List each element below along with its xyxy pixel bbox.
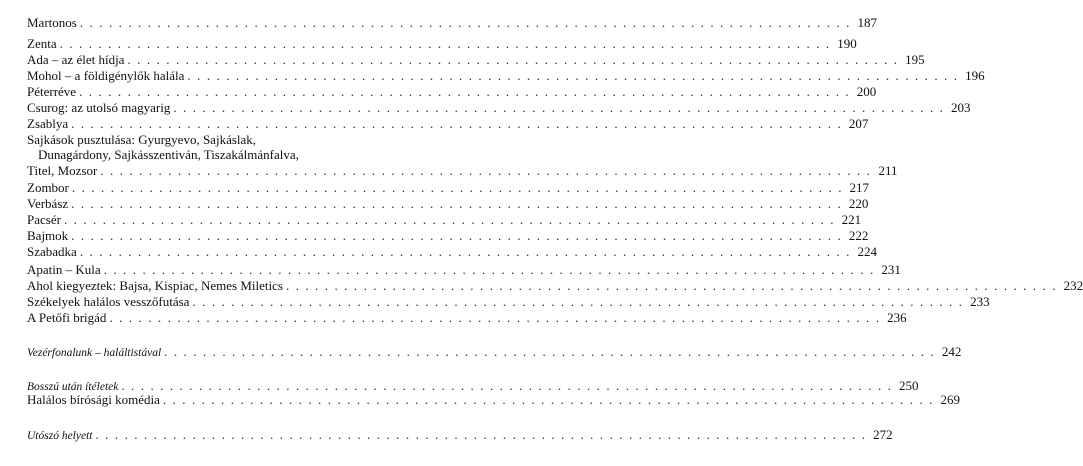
- toc-entry-zsablya: [27, 116, 869, 131]
- toc-entry-sajkasok: [27, 133, 391, 147]
- toc-entry-zombor: [27, 180, 870, 195]
- toc-entry-title: Bajmok: [27, 228, 69, 243]
- dot-leader: . . . . . . . . . . . . . . . . . . . . . . . . . . . . . . . . . . . . . . . . . . . . . . . . . . . . . . . . . . . . . . . . . . . . . . . . . . . . . . . .: [103, 262, 875, 277]
- toc-entry-title: Ahol kiegyeztek: Bajsa, Kispiac, Nemes Miletics: [27, 278, 283, 293]
- toc-entry-title: Zombor: [27, 180, 69, 195]
- dot-leader: . . . . . . . . . . . . . . . . . . . . . . . . . . . . . . . . . . . . . . . . . . . . . . . . . . . . . . . . . . . . . . . . . . . . . . . . . . . . . . . .: [95, 427, 867, 442]
- toc-entry-title: Székelyek halálos vesszőfutása: [27, 294, 190, 309]
- toc-entry-szabadka: [27, 244, 877, 259]
- toc-entry-verbasz: [27, 196, 869, 211]
- dot-leader: . . . . . . . . . . . . . . . . . . . . . . . . . . . . . . . . . . . . . . . . . . . . . . . . . . . . . . . . . . . . . . . . . . . . . . . . . . . . . . . .: [59, 36, 831, 51]
- toc-entry-page: 250: [899, 378, 919, 393]
- toc-entry-title: Bosszú után ítéletek: [27, 381, 119, 393]
- dot-leader: . . . . . . . . . . . . . . . . . . . . . . . . . . . . . . . . . . . . . . . . . . . . . . . . . . . . . . . . . . . . . . . . . . . . . . . . . . . . . . . .: [71, 196, 843, 211]
- toc-entry-page: 222: [848, 228, 869, 243]
- toc-entry-continuation: Dunagárdony, Sajkásszentiván, Tiszakálmánfalva,: [38, 147, 299, 162]
- toc-entry-page: 196: [965, 68, 985, 83]
- dot-leader: . . . . . . . . . . . . . . . . . . . . . . . . . . . . . . . . . . . . . . . . . . . . . . . . . . . . . . . . . . . . . . . . . . . . . . . . . . . . . . . .: [121, 378, 893, 393]
- toc-entry-page: 211: [878, 163, 898, 178]
- toc-entry-title: Mohol – a földigénylők halála: [27, 68, 185, 83]
- toc-entry-title: Péterréve: [27, 84, 77, 99]
- toc-entry-page: 231: [881, 262, 901, 277]
- toc-entry-petofi-brigad: [27, 310, 907, 325]
- toc-entry-page: 207: [848, 116, 869, 131]
- dot-leader: . . . . . . . . . . . . . . . . . . . . . . . . . . . . . . . . . . . . . . . . . . . . . . . . . . . . . . . . . . . . . . . . . . . . . . . . . . . . . . . .: [63, 212, 836, 227]
- toc-entry-ahol-kiegyeztek: [27, 278, 1083, 293]
- toc-entry-title: Sajkások pusztulása: Gyurgyevo, Sajkáslak,: [27, 132, 257, 147]
- toc-entry-halalos-komedia: [27, 392, 961, 407]
- dot-leader: . . . . . . . . . . . . . . . . . . . . . . . . . . . . . . . . . . . . . . . . . . . . . . . . . . . . . . . . . . . . . . . . . . . . . . . . . . . . . . . .: [164, 344, 936, 359]
- dot-leader: . . . . . . . . . . . . . . . . . . . . . . . . . . . . . . . . . . . . . . . . . . . . . . . . . . . . . . . . . . . . . . . . . . . . . . . . . . . . . . . .: [71, 228, 843, 243]
- toc-entry-csurog: [27, 100, 971, 115]
- dot-leader: . . . . . . . . . . . . . . . . . . . . . . . . . . . . . . . . . . . . . . . . . . . . . . . . . . . . . . . . . . . . . . . . . . . . . . . . . . . . . . . .: [71, 116, 843, 131]
- toc-entry-martonos: [27, 15, 877, 30]
- toc-entry-page: 187: [857, 15, 877, 30]
- toc-entry-page: 269: [940, 392, 961, 407]
- toc-entry-sajkasok-last: [27, 163, 898, 178]
- toc-entry-title: Apatin – Kula: [27, 262, 101, 277]
- toc-entry-page: 242: [941, 344, 962, 359]
- toc-entry-title: Vezérfonalunk – haláltistával: [27, 347, 162, 359]
- toc-entry-peterreve: [27, 84, 877, 99]
- dot-leader: . . . . . . . . . . . . . . . . . . . . . . . . . . . . . . . . . . . . . . . . . . . . . . . . . . . . . . . . . . . . . . . . . . . . . . . . . . . . . . . .: [187, 68, 959, 83]
- toc-entry-pacser: [27, 212, 862, 227]
- toc-entry-page: 224: [857, 244, 877, 259]
- dot-leader: . . . . . . . . . . . . . . . . . . . . . . . . . . . . . . . . . . . . . . . . . . . . . . . . . . . . . . . . . . . . . . . . . . . . . . . . . . . . . . . .: [100, 163, 872, 178]
- toc-entry-title: Verbász: [27, 196, 69, 211]
- dot-leader: . . . . . . . . . . . . . . . . . . . . . . . . . . . . . . . . . . . . . . . . . . . . . . . . . . . . . . . . . . . . . . . . . . . . . . . . . . . . . . . .: [192, 294, 964, 309]
- toc-entry-title: Utószó helyett: [27, 430, 93, 442]
- toc-entry-title: Zenta: [27, 36, 57, 51]
- dot-leader: . . . . . . . . . . . . . . . . . . . . . . . . . . . . . . . . . . . . . . . . . . . . . . . . . . . . . . . . . . . . . . . . . . . . . . . . . . . . . . . .: [285, 278, 1058, 293]
- toc-entry-szekelyek: [27, 294, 990, 309]
- toc-entry-page: 272: [873, 427, 893, 442]
- toc-entry-vezerfonalunk: [27, 344, 962, 360]
- dot-leader: . . . . . . . . . . . . . . . . . . . . . . . . . . . . . . . . . . . . . . . . . . . . . . . . . . . . . . . . . . . . . . . . . . . . . . . . . . . . . . . .: [79, 244, 851, 259]
- toc-entry-page: 203: [951, 100, 971, 115]
- toc-entry-page: 217: [849, 180, 870, 195]
- toc-entry-page: 232: [1063, 278, 1083, 293]
- toc-entry-title: Martonos: [27, 15, 77, 30]
- toc-entry-ada: [27, 52, 925, 67]
- toc-entry-title: Csurog: az utolsó magyarig: [27, 100, 171, 115]
- toc-entry-title: Halálos bírósági komédia: [27, 392, 160, 407]
- toc-entry-title: Pacsér: [27, 212, 61, 227]
- dot-leader: . . . . . . . . . . . . . . . . . . . . . . . . . . . . . . . . . . . . . . . . . . . . . . . . . . . . . . . . . . . . . . . . . . . . . . . . . . . . . . . .: [127, 52, 899, 67]
- toc-entry-zenta: [27, 36, 857, 51]
- toc-entry-page: 233: [970, 294, 990, 309]
- toc-entry-page: 190: [837, 36, 857, 51]
- toc-entry-title: Szabadka: [27, 244, 77, 259]
- toc-entry-page: 236: [887, 310, 907, 325]
- toc-entry-title: Titel, Mozsor: [27, 163, 98, 178]
- dot-leader: . . . . . . . . . . . . . . . . . . . . . . . . . . . . . . . . . . . . . . . . . . . . . . . . . . . . . . . . . . . . . . . . . . . . . . . . . . . . . . . .: [162, 392, 935, 407]
- toc-entry-title: Ada – az élet hídja: [27, 52, 125, 67]
- toc-entry-mohol: [27, 68, 985, 83]
- dot-leader: . . . . . . . . . . . . . . . . . . . . . . . . . . . . . . . . . . . . . . . . . . . . . . . . . . . . . . . . . . . . . . . . . . . . . . . . . . . . . . . .: [109, 310, 881, 325]
- toc-entry-title: A Petőfi brigád: [27, 310, 107, 325]
- toc-entry-bajmok: [27, 228, 869, 243]
- toc-entry-page: 200: [856, 84, 877, 99]
- toc-entry-page: 195: [905, 52, 925, 67]
- toc-entry-utoszo: [27, 427, 893, 443]
- toc-entry-page: 221: [841, 212, 862, 227]
- toc-entry-title: Zsablya: [27, 116, 69, 131]
- dot-leader: . . . . . . . . . . . . . . . . . . . . . . . . . . . . . . . . . . . . . . . . . . . . . . . . . . . . . . . . . . . . . . . . . . . . . . . . . . . . . . . .: [173, 100, 945, 115]
- dot-leader: . . . . . . . . . . . . . . . . . . . . . . . . . . . . . . . . . . . . . . . . . . . . . . . . . . . . . . . . . . . . . . . . . . . . . . . . . . . . . . . .: [79, 84, 851, 99]
- toc-entry-page: 220: [848, 196, 869, 211]
- toc-entry-apatin-kula: [27, 262, 901, 277]
- dot-leader: . . . . . . . . . . . . . . . . . . . . . . . . . . . . . . . . . . . . . . . . . . . . . . . . . . . . . . . . . . . . . . . . . . . . . . . . . . . . . . . .: [71, 180, 844, 195]
- dot-leader: . . . . . . . . . . . . . . . . . . . . . . . . . . . . . . . . . . . . . . . . . . . . . . . . . . . . . . . . . . . . . . . . . . . . . . . . . . . . . . . .: [79, 15, 851, 30]
